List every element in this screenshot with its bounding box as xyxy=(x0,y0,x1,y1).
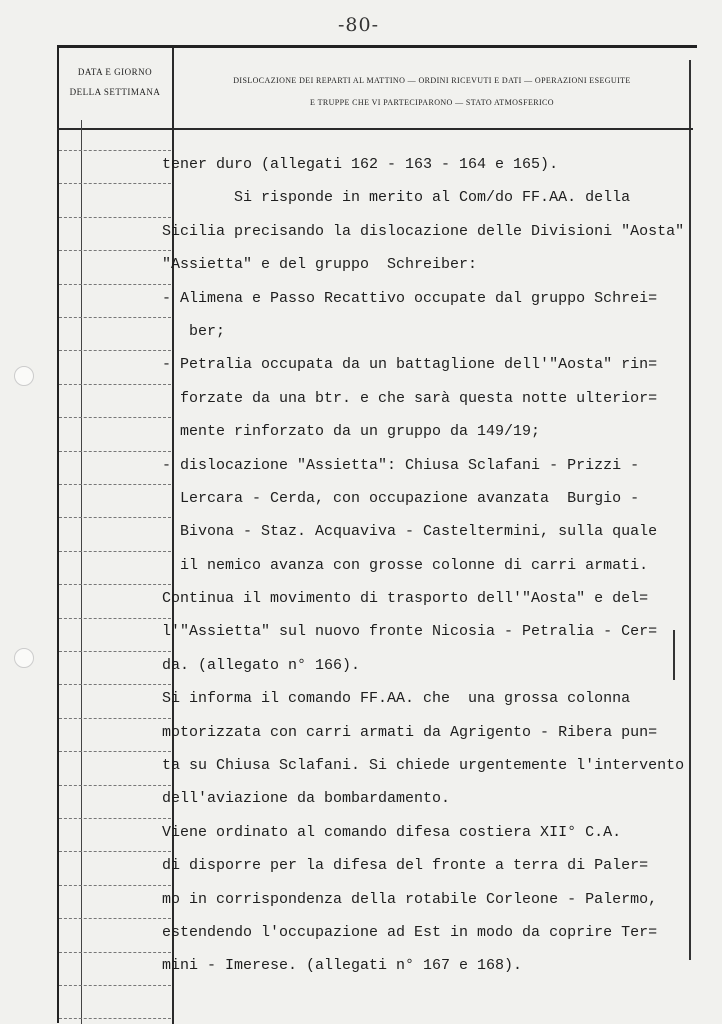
date-column-rule xyxy=(59,250,171,251)
date-column-rule xyxy=(59,851,171,852)
date-column-rule xyxy=(59,217,171,218)
typed-text-body xyxy=(162,148,702,983)
date-column-rule xyxy=(59,484,171,485)
date-column-rule xyxy=(59,317,171,318)
header-date-label: DATA E GIORNO xyxy=(77,67,153,77)
date-column-rule xyxy=(59,451,171,452)
text-line: di disporre per la difesa del fronte a terra di Paler= xyxy=(162,857,649,875)
text-line: Sicilia precisando la dislocazione delle Divisioni "Aosta" xyxy=(162,222,685,240)
text-line: - Alimena e Passo Recattivo occupate dal gruppo Schrei= xyxy=(162,289,658,307)
date-column-rule xyxy=(59,284,171,285)
text-line: da. (allegato n° 166). xyxy=(162,656,361,674)
text-line: Viene ordinato al comando difesa costiera XII° C.A. xyxy=(162,823,622,841)
text-line: ta su Chiusa Sclafani. Si chiede urgentemente l'intervento xyxy=(162,757,685,775)
date-column-rule xyxy=(59,684,171,685)
text-line: dell'aviazione da bombardamento. xyxy=(162,790,451,808)
text-line: ber; xyxy=(162,322,226,340)
date-column-rule xyxy=(59,417,171,418)
header-date-column xyxy=(60,62,170,102)
text-line: - Petralia occupata da un battaglione dell'"Aosta" rin= xyxy=(162,356,658,374)
date-column-rule xyxy=(59,985,171,986)
date-column-rule xyxy=(59,818,171,819)
date-column-rule xyxy=(59,785,171,786)
header-content-label-1: DISLOCAZIONE DEI REPARTI AL MATTINO — ORDINI RICEVUTI E DATI — OPERAZIONI ESEGUITE xyxy=(233,76,631,85)
header-content-label-2: E TRUPPE CHE VI PARTECIPARONO — STATO ATMOSFERICO xyxy=(310,98,554,107)
date-column-rule xyxy=(59,517,171,518)
text-line: tener duro (allegati 162 - 163 - 164 e 165). xyxy=(162,156,559,173)
page-number: -80- xyxy=(338,14,380,36)
date-column-rule xyxy=(59,150,171,151)
punch-hole-bottom xyxy=(14,648,34,668)
header-content-column xyxy=(176,70,688,114)
text-line: mo in corrispondenza della rotabile Corleone - Palermo, xyxy=(162,890,658,908)
date-column-rule xyxy=(59,952,171,953)
punch-hole-top xyxy=(14,366,34,386)
text-line: estendendo l'occupazione ad Est in modo da coprire Ter= xyxy=(162,923,658,941)
date-column-rule xyxy=(59,384,171,385)
date-subcolumn-line xyxy=(81,120,82,1024)
date-column-rule xyxy=(59,751,171,752)
date-column-rule xyxy=(59,918,171,919)
text-line: motorizzata con carri armati da Agrigento - Ribera pun= xyxy=(162,723,658,741)
header-weekday-label: DELLA SETTIMANA xyxy=(69,87,161,97)
text-line: mente rinforzato da un gruppo da 149/19; xyxy=(162,423,541,441)
text-line: Si risponde in merito al Com/do FF.AA. della xyxy=(162,189,631,207)
header-divider xyxy=(57,128,693,130)
date-column-rule xyxy=(59,183,171,184)
date-column-rule xyxy=(59,350,171,351)
text-line: - dislocazione "Assietta": Chiusa Sclafani - Prizzi - xyxy=(162,456,640,474)
text-line: Continua il movimento di trasporto dell'"Aosta" e del= xyxy=(162,590,649,608)
date-column-rule xyxy=(59,651,171,652)
date-column-rule xyxy=(59,1018,171,1019)
text-line: forzate da una btr. e che sarà questa notte ulterior= xyxy=(162,389,658,407)
date-column-rule xyxy=(59,885,171,886)
text-line: Lercara - Cerda, con occupazione avanzata Burgio - xyxy=(162,489,640,507)
date-column-rule xyxy=(59,718,171,719)
text-line: "Assietta" e del gruppo Schreiber: xyxy=(162,256,478,274)
text-line: il nemico avanza con grosse colonne di carri armati. xyxy=(162,556,649,574)
date-column-rule xyxy=(59,584,171,585)
text-line: Bivona - Staz. Acquaviva - Casteltermini, sulla quale xyxy=(162,523,658,541)
date-column-rule xyxy=(59,618,171,619)
date-column-rule xyxy=(59,551,171,552)
text-line: Si informa il comando FF.AA. che una grossa colonna xyxy=(162,690,631,708)
text-line: l'"Assietta" sul nuovo fronte Nicosia - Petralia - Cer= xyxy=(162,623,658,641)
text-line: mini - Imerese. (allegati n° 167 e 168). xyxy=(162,957,523,975)
